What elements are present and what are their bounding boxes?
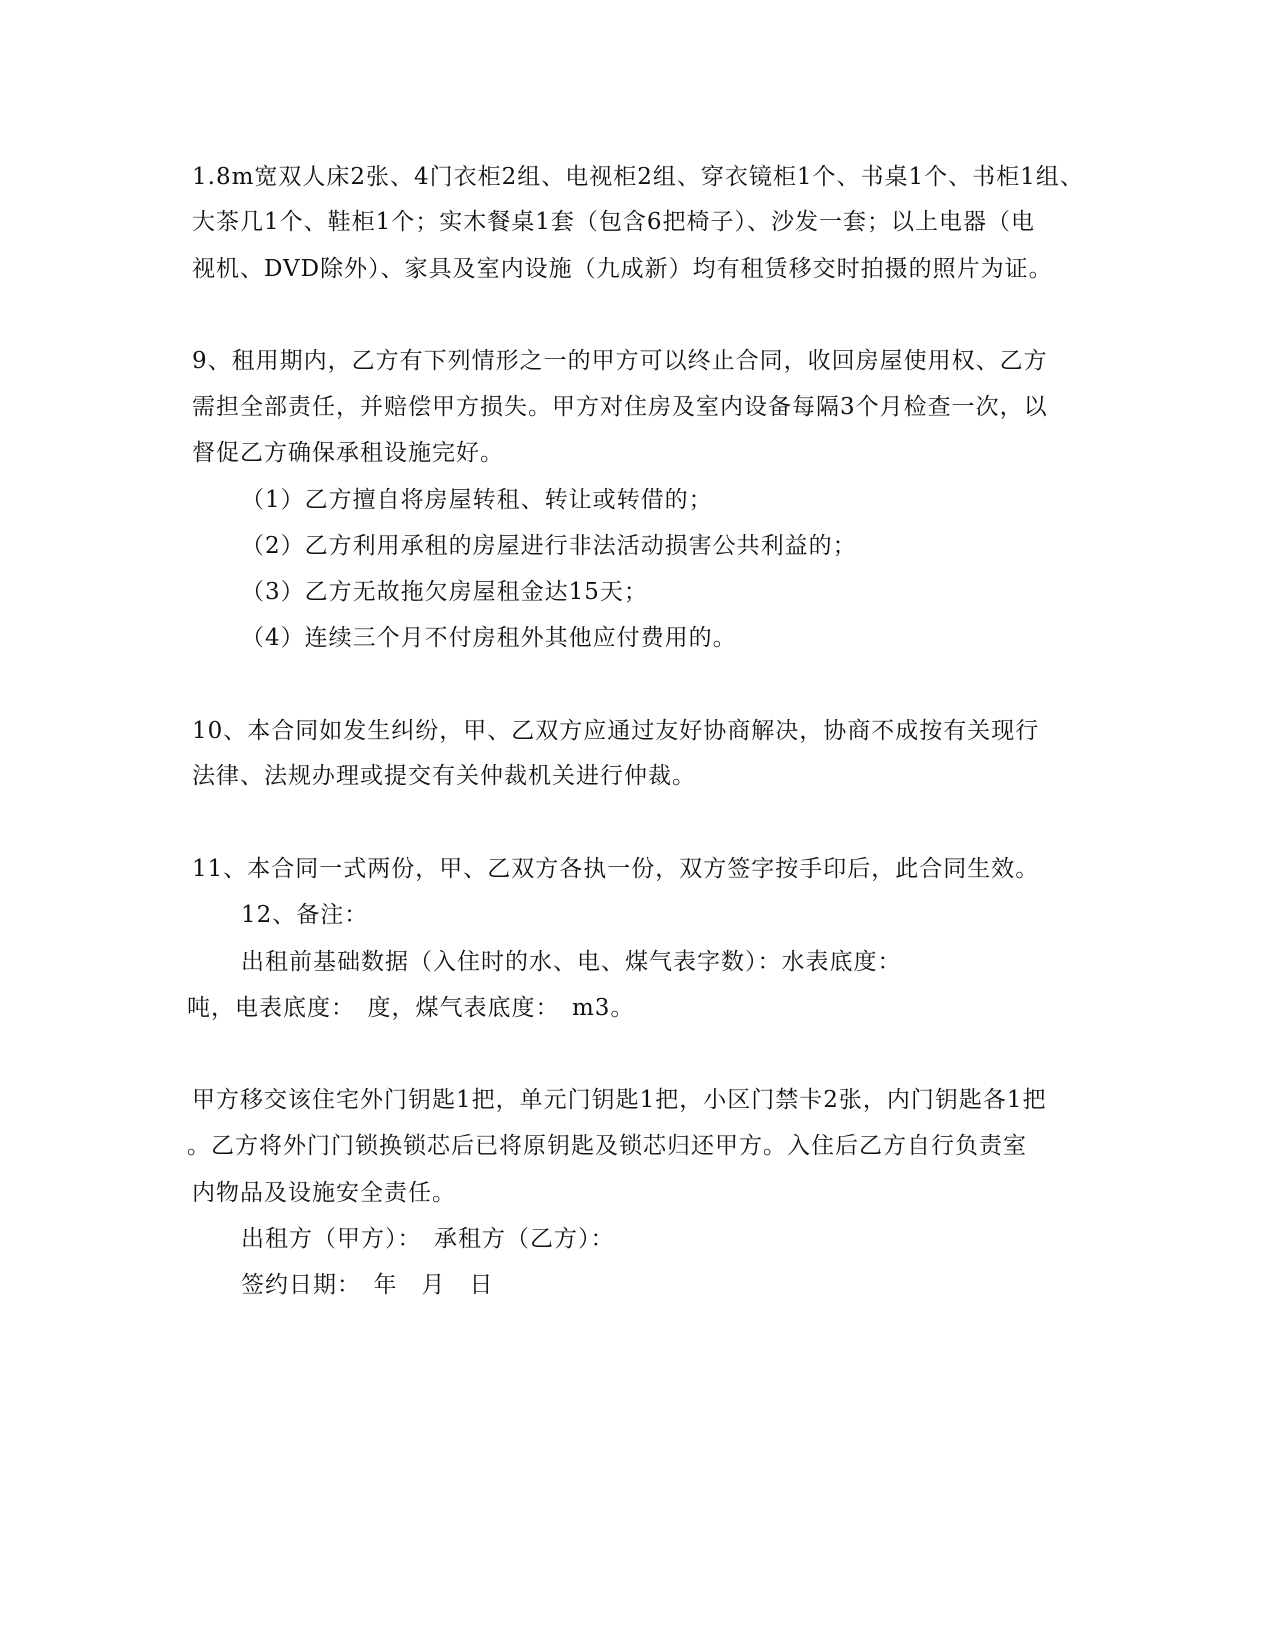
clause-9-item-2: （2）乙方利用承租的房屋进行非法活动损害公共利益的； (241, 533, 857, 559)
meter-line-2: 吨，电表底度： 度，煤气表底度： m3。 (187, 995, 635, 1021)
keys-line-2: 。乙方将外门门锁换锁芯后已将原钥匙及锁芯归还甲方。入住后乙方自行负责室 (187, 1133, 1027, 1159)
furniture-line-3: 视机、DVD除外）、家具及室内设施（九成新）均有租赁移交时拍摄的照片为证。 (192, 256, 1053, 282)
clause-9-item-1: （1）乙方擅自将房屋转租、转让或转借的； (241, 487, 713, 513)
clause-11: 11、本合同一式两份，甲、乙双方各执一份，双方签字按手印后，此合同生效。 (192, 856, 1040, 882)
clause-9-line-2: 需担全部责任，并赔偿甲方损失。甲方对住房及室内设备每隔3个月检查一次，以 (192, 394, 1048, 420)
clause-9-line-3: 督促乙方确保承租设施完好。 (192, 440, 504, 466)
signature-line: 出租方（甲方）： 承租方（乙方）： (241, 1226, 615, 1252)
clause-12-title: 12、备注： (241, 902, 369, 928)
keys-line-3: 内物品及设施安全责任。 (192, 1180, 456, 1206)
keys-line-1: 甲方移交该住宅外门钥匙1把，单元门钥匙1把，小区门禁卡2张，内门钥匙各1把 (192, 1087, 1047, 1113)
furniture-line-2: 大茶几1个、鞋柜1个；实木餐桌1套（包含6把椅子）、沙发一套；以上电器（电 (192, 209, 1036, 235)
clause-10-line-2: 法律、法规办理或提交有关仲裁机关进行仲裁。 (192, 763, 696, 789)
date-line: 签约日期： 年 月 日 (241, 1272, 494, 1298)
furniture-line-1: 1.8m宽双人床2张、4门衣柜2组、电视柜2组、穿衣镜柜1个、书桌1个、书柜1组、 (192, 164, 1084, 190)
clause-9-item-4: （4）连续三个月不付房租外其他应付费用的。 (241, 625, 737, 651)
clause-9-line-1: 9、租用期内，乙方有下列情形之一的甲方可以终止合同，收回房屋使用权、乙方 (192, 348, 1048, 374)
clause-9-item-3: （3）乙方无故拖欠房屋租金达15天； (241, 579, 648, 605)
clause-10-line-1: 10、本合同如发生纠纷，甲、乙双方应通过友好协商解决，协商不成按有关现行 (192, 718, 1040, 744)
meter-line-1: 出租前基础数据（入住时的水、电、煤气表字数）：水表底度： (241, 949, 902, 975)
